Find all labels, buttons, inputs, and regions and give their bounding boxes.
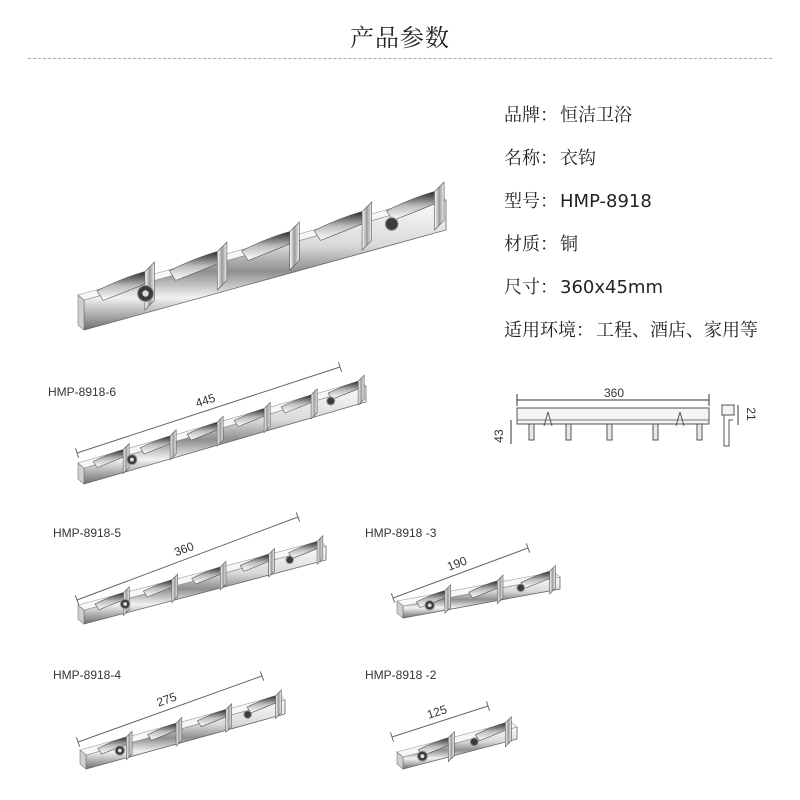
side-view-hook — [724, 415, 733, 446]
screw-icon — [286, 556, 294, 564]
model-label-6: HMP-8918-6 — [48, 385, 117, 399]
screw-icon — [385, 218, 398, 231]
spec-value: 铜 — [560, 234, 578, 255]
hook-rail-5 — [78, 536, 326, 624]
spec-value: 恒洁卫浴 — [560, 105, 632, 126]
screw-highlight — [142, 290, 148, 296]
length-label: 360 — [172, 539, 196, 560]
model-label-5: HMP-8918-5 — [53, 526, 122, 540]
screw-highlight — [118, 749, 122, 753]
spec-label: 适用环境 — [504, 320, 576, 341]
screw-icon — [327, 397, 335, 405]
side-view-outline — [722, 405, 734, 415]
length-label: 125 — [425, 702, 449, 722]
rail-outline — [517, 408, 709, 424]
spec-separator: ： — [540, 277, 558, 298]
screw-highlight — [123, 602, 127, 606]
screw-highlight — [428, 603, 432, 607]
model-label-4: HMP-8918-4 — [53, 668, 122, 682]
hook-outline — [653, 424, 658, 440]
hook-outline — [529, 424, 534, 440]
spec-label: 名称 — [504, 148, 540, 169]
length-label: 190 — [445, 553, 469, 574]
spec-separator: ： — [540, 105, 558, 126]
length-label: 445 — [193, 390, 218, 411]
screw-icon — [244, 711, 252, 719]
screw-icon — [470, 738, 478, 746]
spec-label: 材质 — [504, 234, 540, 255]
main-hook-rail — [78, 182, 446, 330]
screw-icon — [517, 584, 525, 592]
technical-drawing — [492, 386, 758, 446]
spec-value: 360x45mm — [560, 277, 663, 298]
spec-label: 型号 — [504, 191, 540, 212]
hook-outline — [697, 424, 702, 440]
width-label: 360 — [603, 386, 625, 400]
spec-separator: ： — [540, 234, 558, 255]
page-title: 产品参数 — [350, 24, 450, 52]
spec-separator: ： — [576, 320, 594, 341]
hook-tip — [448, 732, 454, 762]
model-label-2: HMP-8918 -2 — [365, 668, 437, 682]
main-product-image — [78, 182, 446, 330]
rail-end-cap — [78, 295, 84, 330]
hook-rail-3 — [397, 565, 560, 618]
length-label: 275 — [154, 689, 179, 710]
hook-rail-6 — [78, 375, 366, 484]
spec-label: 品牌 — [504, 105, 540, 126]
hook-rail-4 — [80, 690, 285, 769]
model-label-3: HMP-8918 -3 — [365, 526, 437, 540]
spec-value: 衣钩 — [560, 148, 596, 169]
hook-outline — [607, 424, 612, 440]
depth-label: 21 — [744, 407, 758, 421]
screw-highlight — [420, 754, 424, 758]
hook-rail-2 — [397, 717, 517, 769]
hook-tip — [505, 717, 511, 747]
hook-outline — [566, 424, 571, 440]
spec-label: 尺寸 — [504, 277, 540, 298]
height-label: 43 — [492, 429, 506, 443]
spec-separator: ： — [540, 148, 558, 169]
spec-separator: ： — [540, 191, 558, 212]
screw-highlight — [130, 458, 134, 462]
spec-value: HMP-8918 — [560, 191, 652, 212]
spec-value: 工程、酒店、家用等 — [596, 320, 758, 341]
